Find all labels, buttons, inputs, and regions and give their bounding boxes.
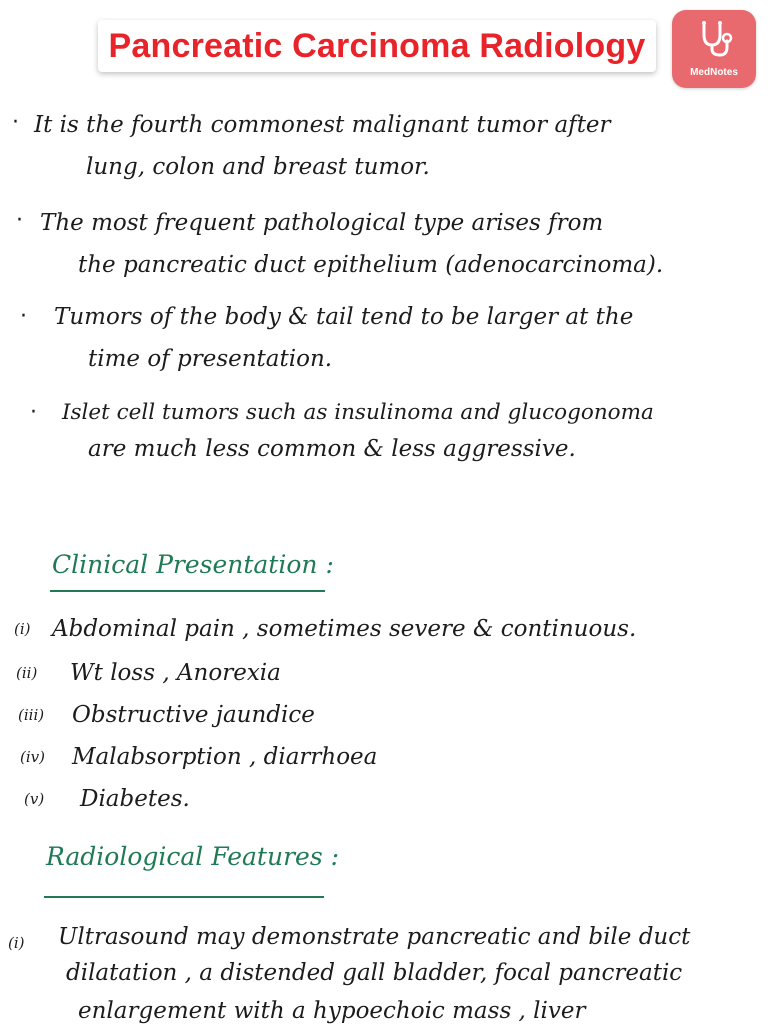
clinical-presentation-heading: Clinical Presentation : xyxy=(52,550,334,579)
title-banner xyxy=(98,20,656,72)
intro-point-1-line-2: lung, colon and breast tumor. xyxy=(86,154,430,180)
radiological-features-heading: Radiological Features : xyxy=(46,842,340,871)
clinical-item-3: Obstructive jaundice xyxy=(72,702,315,728)
clinical-item-number: (ii) xyxy=(16,664,38,682)
mednotes-logo xyxy=(672,10,756,88)
bullet-dot: · xyxy=(16,208,23,233)
bullet-dot: · xyxy=(12,110,19,135)
intro-point-4-line-2: are much less common & less aggressive. xyxy=(88,436,576,462)
intro-point-3-line-2: time of presentation. xyxy=(88,346,333,372)
clinical-item-5: Diabetes. xyxy=(80,786,190,812)
intro-point-2-line-2: the pancreatic duct epithelium (adenocarcinoma). xyxy=(78,252,664,278)
clinical-item-number: (iv) xyxy=(20,748,45,766)
bullet-dot: · xyxy=(20,304,27,329)
clinical-item-4: Malabsorption , diarrhoea xyxy=(72,744,378,770)
stethoscope-icon xyxy=(694,10,734,63)
clinical-item-1: Abdominal pain , sometimes severe & continuous. xyxy=(52,616,637,642)
radiological-heading-underline xyxy=(44,896,324,898)
clinical-item-number: (iii) xyxy=(18,706,45,724)
clinical-item-number: (i) xyxy=(14,620,31,638)
logo-label: MedNotes xyxy=(690,67,738,78)
clinical-heading-underline xyxy=(50,590,325,592)
radiological-item-1-line-2: dilatation , a distended gall bladder, focal pancreatic xyxy=(66,960,683,986)
intro-point-1-line-1: It is the fourth commonest malignant tumor after xyxy=(34,112,611,138)
intro-point-3-line-1: Tumors of the body & tail tend to be larger at the xyxy=(54,304,634,330)
bullet-dot: · xyxy=(30,400,37,425)
intro-point-2-line-1: The most frequent pathological type arises from xyxy=(40,210,604,236)
radiological-item-number: (i) xyxy=(8,934,25,952)
clinical-item-number: (v) xyxy=(24,790,45,808)
radiological-item-1-line-3: enlargement with a hypoechoic mass , liver xyxy=(78,998,586,1024)
page-title: Pancreatic Carcinoma Radiology xyxy=(108,26,646,65)
clinical-item-2: Wt loss , Anorexia xyxy=(70,660,281,686)
radiological-item-1-line-1: Ultrasound may demonstrate pancreatic and bile duct xyxy=(58,924,691,950)
intro-point-4-line-1: Islet cell tumors such as insulinoma and glucogonoma xyxy=(62,400,654,425)
